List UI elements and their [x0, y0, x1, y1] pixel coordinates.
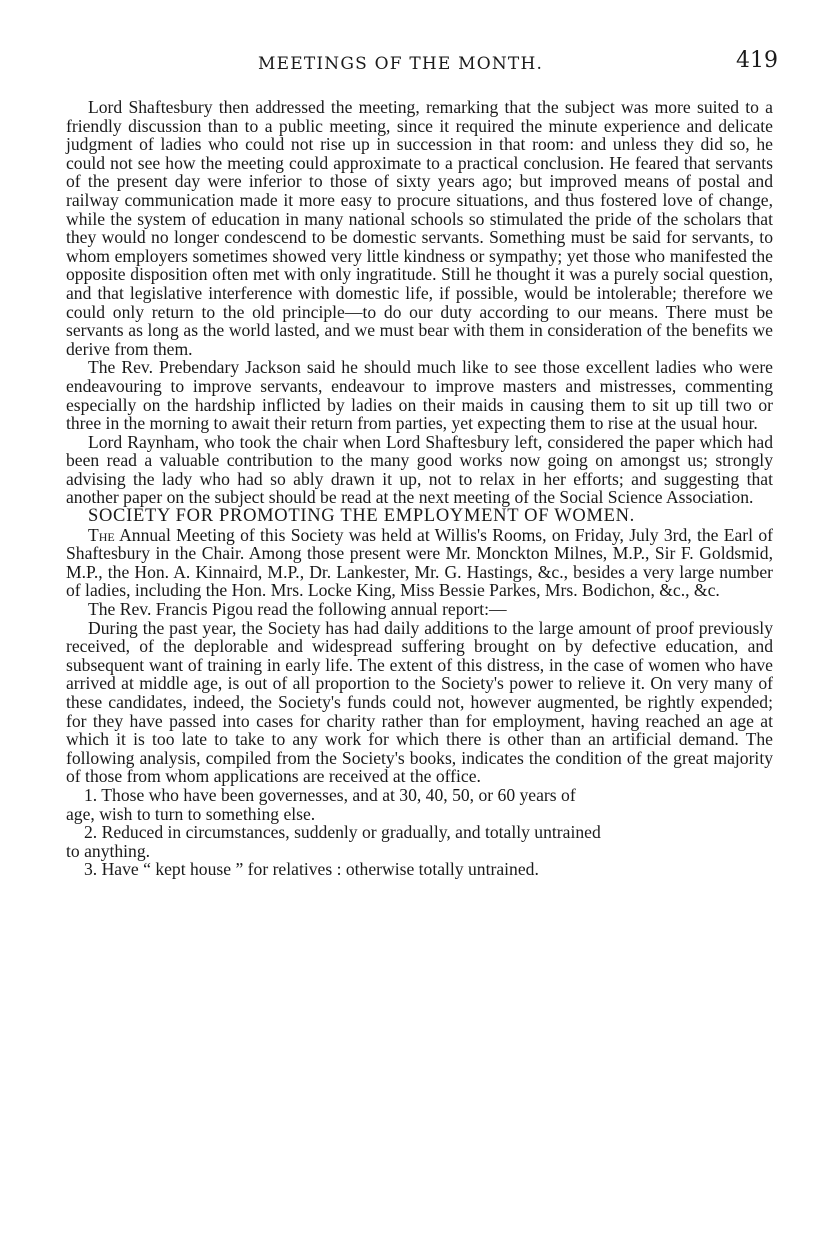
paragraph-report-body: During the past year, the Society has had daily additions to the large amount of proof previously received, of the deplorable and widespread suffering brought on by defective education, and subsequent want of training in early life. The extent of this distress, in the case of women who have arrived at middle age, is out of all proportion to the Society's power to relieve it. On very many of these candidates, indeed, the Society's funds could not, however augmented, be rightly expended; for they have passed into cases for charity rather than for employment, having reached an age at which it is too late to take to any work for which there is other than an artificial demand. The following analysis, compiled from the Society's books, indicates the condition of the great majority of those from whom applications are received at the office.: [66, 617, 773, 787]
list-item-line: 1. Those who have been governesses, and at 30, 40, 50, or 60 years of: [84, 784, 576, 805]
page-header: [60, 48, 780, 78]
applicant-condition-list: [66, 786, 773, 879]
paragraph-shaftesbury-address: Lord Shaftesbury then addressed the meeting, remarking that the subject was more suited to a friendly discussion than to a public meeting, since it required the minute experience and delicate judgment of ladies who could not rise up in succession in that room: and unless they did so, he could not see how the meeting could approximate to a practical conclusion. He feared that servants of the present day were inferior to those of sixty years ago; but improved means of postal and railway communication made it more easy to procure situations, and thus fostered love of change, while the system of education in many national schools so stimulated the pride of the scholars that they would no longer condescend to be domestic servants. Something must be said for servants, to whom employers sometimes showed very little kindness or sympathy; yet those who manifested the opposite disposition often met with only ingratitude. Still he thought it was a purely social question, and that legislative interference with domestic life, if possible, would be intolerable; therefore we could only return to the old principle—to do our duty according to our means. There must be servants as long as the world lasted, and we must bear with them in consideration of the benefits we derive from them.: [66, 97, 773, 359]
paragraph-jackson-remarks: The Rev. Prebendary Jackson said he should much like to see those excellent ladies who were endeavouring to improve servants, endeavour to improve masters and mistresses, commenting especially on the hardship inflicted by ladies on their maids in causing them to sit up till two or three in the morning to await their return from parties, yet expecting them to rise at the usual hour.: [66, 357, 773, 434]
list-item-continuation: age, wish to turn to something else.: [66, 803, 316, 824]
running-head: MEETINGS OF THE MONTH.: [258, 54, 544, 74]
paragraph-raynham-remarks: Lord Raynham, who took the chair when Lord Shaftesbury left, considered the paper which had been read a valuable contribution to the many good works now going on amongst us; strongly advising the lady who had so ably drawn it up, not to relax in her efforts; and suggesting that another paper on the subject should be read at the next meeting of the Social Science Association.: [66, 431, 773, 508]
paragraph-report-intro: The Rev. Francis Pigou read the following annual report:—: [88, 599, 507, 620]
list-item: [66, 786, 773, 823]
list-item-line: 3. Have “ kept house ” for relatives : otherwise totally untrained.: [84, 859, 539, 880]
paragraph-annual-meeting: [66, 526, 773, 600]
page-number: 419: [736, 48, 778, 73]
list-item-continuation: to anything.: [66, 840, 151, 861]
annual-meeting-text: Annual Meeting of this Society was held at Willis's Rooms, on Friday, July 3rd, the Earl of Shaftesbury in the Chair. Among those present were Mr. Monckton Milnes, M.P., Sir F. Goldsmid, M.P., the Hon. A. Kinnaird, M.P., Dr. Lankester, Mr. G. Hastings, &c., besides a very large number of ladies, including the Hon. Mrs. Locke King, Miss Bessie Parkes, Mrs. Bodichon, &c., &c.: [66, 524, 773, 601]
list-item: [66, 823, 773, 860]
list-item: [66, 860, 773, 879]
section-title: SOCIETY FOR PROMOTING THE EMPLOYMENT OF WOMEN.: [88, 506, 635, 527]
list-item-line: 2. Reduced in circumstances, suddenly or gradually, and totally untrained: [84, 822, 601, 843]
page-body: [66, 98, 773, 879]
lead-in-word: The: [88, 524, 115, 545]
